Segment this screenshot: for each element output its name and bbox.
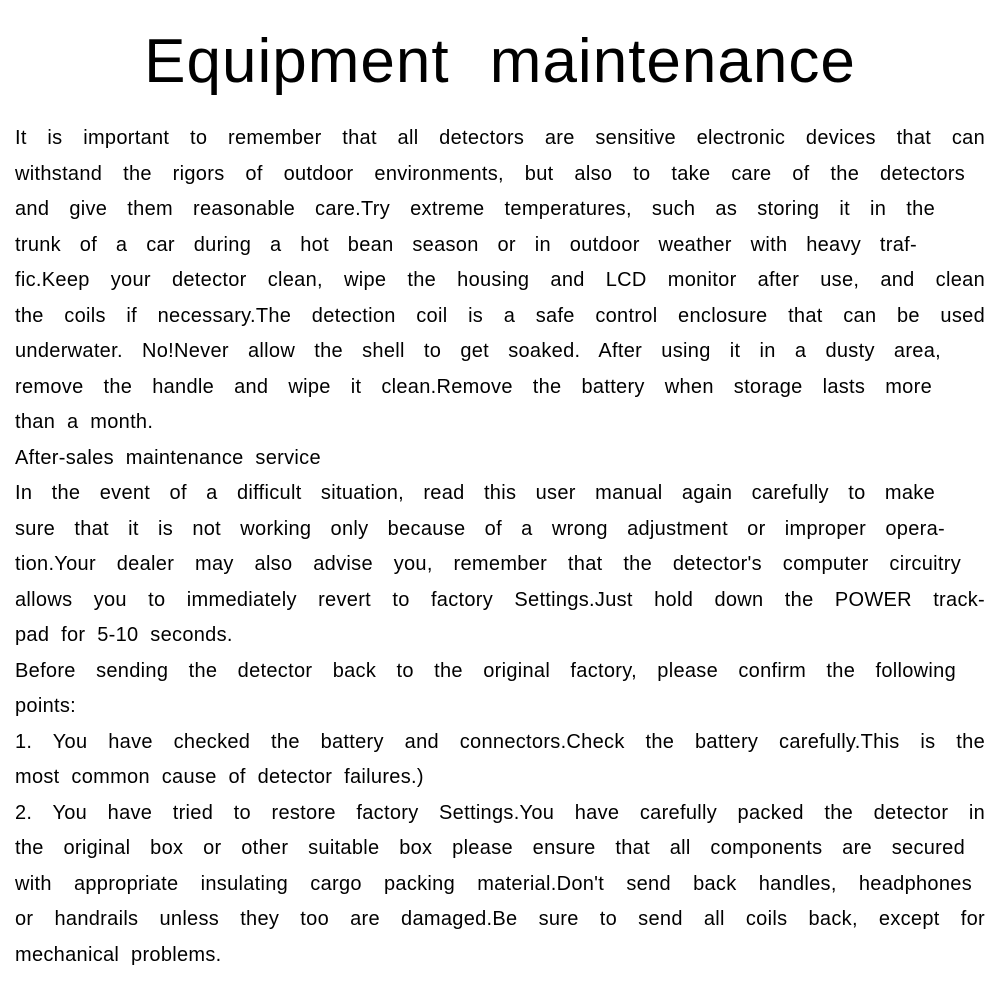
text-line: the original box or other suitable box please ensure that all components are secured (15, 837, 965, 859)
text-line: and give them reasonable care.Try extreme temperatures, such as storing it in the (15, 198, 935, 220)
text-line: underwater. No!Never allow the shell to get soaked. After using it in a dusty area, (15, 340, 941, 362)
text-line: tion.Your dealer may also advise you, remember that the detector's computer circuitry (15, 553, 961, 575)
text-line: or handrails unless they too are damaged.Be sure to send all coils back, except for (15, 908, 985, 930)
text-line: points: (15, 695, 77, 717)
text-line: fic.Keep your detector clean, wipe the housing and LCD monitor after use, and clean (15, 269, 985, 291)
list-item: 2. You have tried to restore factory Settings.You have carefully packed the detector in (15, 801, 985, 824)
text-line: remove the handle and wipe it clean.Remove the battery when storage lasts more (15, 375, 932, 398)
text-line: mechanical problems. (15, 943, 222, 966)
text-line: most common cause of detector failures.) (15, 766, 424, 788)
page-title: Equipment maintenance (144, 27, 856, 96)
text-line: trunk of a car during a hot bean season or in outdoor weather with heavy traf- (15, 233, 917, 256)
list-item: 1. You have checked the battery and connectors.Check the battery carefully.This is the (15, 730, 985, 753)
text-line: withstand the rigors of outdoor environments, but also to take care of the detectors (15, 162, 965, 185)
text-line: sure that it is not working only because of a wrong adjustment or improper opera- (15, 517, 945, 540)
text-line: pad for 5-10 seconds. (15, 624, 233, 646)
text-line: allows you to immediately revert to factory Settings.Just hold down the POWER track- (15, 588, 985, 611)
text-line: It is important to remember that all detectors are sensitive electronic devices that can (15, 127, 985, 149)
section-heading: After-sales maintenance service (15, 446, 321, 469)
text-line: than a month. (15, 411, 154, 433)
text-line: In the event of a difficult situation, read this user manual again carefully to make (15, 482, 935, 504)
body-text (15, 121, 985, 973)
text-line: Before sending the detector back to the original factory, please confirm the following (15, 659, 956, 682)
text-line: the coils if necessary.The detection coil is a safe control enclosure that can be used (15, 304, 985, 327)
text-line: with appropriate insulating cargo packing material.Don't send back handles, headphones (15, 872, 972, 895)
